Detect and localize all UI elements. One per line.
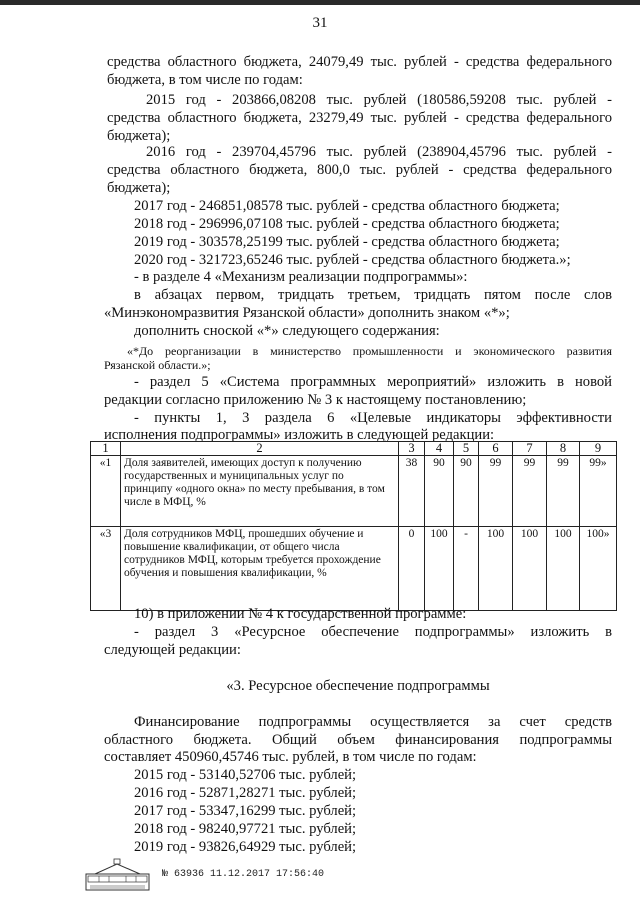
text-line: бюджета); — [107, 128, 171, 144]
text-line: - в разделе 4 «Механизм реализации подпрограммы»: — [134, 269, 468, 285]
text-line: 2020 год - 321723,65246 тыс. рублей - средства областного бюджета.»; — [134, 252, 571, 268]
value-cell: 100 — [425, 527, 454, 611]
text-line: 2015 год - 203866,08208 тыс. рублей (180586,59208 тыс. рублей - — [146, 92, 612, 108]
text-line: следующей редакции: — [104, 642, 241, 658]
text-line: 2016 год - 52871,28271 тыс. рублей; — [134, 785, 357, 801]
value-cell: 99 — [479, 456, 513, 527]
text-line: 2019 год - 93826,64929 тыс. рублей; — [134, 839, 357, 855]
text-line: бюджета); — [107, 180, 171, 196]
table-header-cell: 4 — [425, 442, 454, 456]
row-number: «3 — [91, 527, 121, 611]
value-cell: 100 — [479, 527, 513, 611]
value-cell: 38 — [399, 456, 425, 527]
row-number: «1 — [91, 456, 121, 527]
text-line: 2015 год - 53140,52706 тыс. рублей; — [134, 767, 357, 783]
text-line: составляет 450960,45746 тыс. рублей, в том числе по годам: — [104, 749, 477, 765]
value-cell: 99» — [580, 456, 617, 527]
value-cell: 99 — [547, 456, 580, 527]
value-cell: 0 — [399, 527, 425, 611]
text-line: областного бюджета. Общий объем финансирования подпрограммы — [104, 732, 612, 748]
text-line: 2017 год - 246851,08578 тыс. рублей - средства областного бюджета; — [134, 198, 560, 214]
building-stamp-icon — [85, 858, 150, 892]
text-line: средства областного бюджета, 24079,49 тыс. рублей - средства федерального — [107, 54, 612, 70]
text-line: в абзацах первом, тридцать третьем, тридцать пятом после слов — [134, 287, 612, 303]
table-row — [91, 527, 617, 611]
indicators-table — [90, 441, 617, 611]
text-line: редакции согласно приложению № 3 к настоящему постановлению; — [104, 392, 527, 408]
registration-stamp: № 63936 11.12.2017 17:56:40 — [162, 869, 325, 880]
indicator-description: Доля заявителей, имеющих доступ к получению государственных и муниципальных услуг по принципу «одного окна» по месту пребывания, в том числе в МФЦ, % — [121, 456, 399, 527]
scan-edge — [0, 0, 640, 5]
text-line: бюджета, в том числе по годам: — [107, 72, 303, 88]
table-header-cell: 3 — [399, 442, 425, 456]
text-line: 2019 год - 303578,25199 тыс. рублей - средства областного бюджета; — [134, 234, 560, 250]
value-cell: 99 — [513, 456, 547, 527]
text-line: 10) в приложении № 4 к государственной программе: — [134, 606, 467, 622]
table-header-cell: 7 — [513, 442, 547, 456]
table-header-cell: 8 — [547, 442, 580, 456]
value-cell: 90 — [425, 456, 454, 527]
text-line: - раздел 5 «Система программных мероприятий» изложить в новой — [134, 374, 612, 390]
text-line: 2016 год - 239704,45796 тыс. рублей (238904,45796 тыс. рублей - — [146, 144, 612, 160]
text-line: Финансирование подпрограммы осуществляется за счет средств — [134, 714, 612, 730]
indicator-description: Доля сотрудников МФЦ, прошедших обучение и повышение квалификации, от общего числа сотрудников МФЦ, которым требуется прохождение обучения и повышения квалификации, % — [121, 527, 399, 611]
text-line: средства областного бюджета, 23279,49 тыс. рублей - средства федерального — [107, 110, 612, 126]
page-number: 31 — [312, 15, 328, 31]
text-line: - пункты 1, 3 раздела 6 «Целевые индикаторы эффективности — [134, 410, 612, 426]
value-cell: 100 — [547, 527, 580, 611]
table-header-cell: 5 — [454, 442, 479, 456]
text-line: 2017 год - 53347,16299 тыс. рублей; — [134, 803, 357, 819]
value-cell: 100» — [580, 527, 617, 611]
table-header-cell: 9 — [580, 442, 617, 456]
value-cell: 90 — [454, 456, 479, 527]
text-line: дополнить сноской «*» следующего содержания: — [134, 323, 440, 339]
text-line: средства областного бюджета, 800,0 тыс. рублей - средства федерального — [107, 162, 612, 178]
text-line: исполнения подпрограммы» изложить в следующей редакции: — [104, 427, 495, 443]
table-header-cell: 2 — [121, 442, 399, 456]
table-header-row — [91, 442, 617, 456]
footnote-line: Рязанской области.»; — [104, 358, 211, 372]
value-cell: 100 — [513, 527, 547, 611]
table-header-cell: 1 — [91, 442, 121, 456]
section-heading: «3. Ресурсное обеспечение подпрограммы — [226, 678, 490, 694]
text-line: «Минэкономразвития Рязанской области» дополнить знаком «*»; — [104, 305, 510, 321]
footnote-line: «*До реорганизации в министерство промышленности и экономического развития — [127, 344, 612, 358]
table-header-cell: 6 — [479, 442, 513, 456]
text-line: 2018 год - 98240,97721 тыс. рублей; — [134, 821, 357, 837]
table-row — [91, 456, 617, 527]
value-cell: - — [454, 527, 479, 611]
text-line: - раздел 3 «Ресурсное обеспечение подпрограммы» изложить в — [134, 624, 612, 640]
text-line: 2018 год - 296996,07108 тыс. рублей - средства областного бюджета; — [134, 216, 560, 232]
